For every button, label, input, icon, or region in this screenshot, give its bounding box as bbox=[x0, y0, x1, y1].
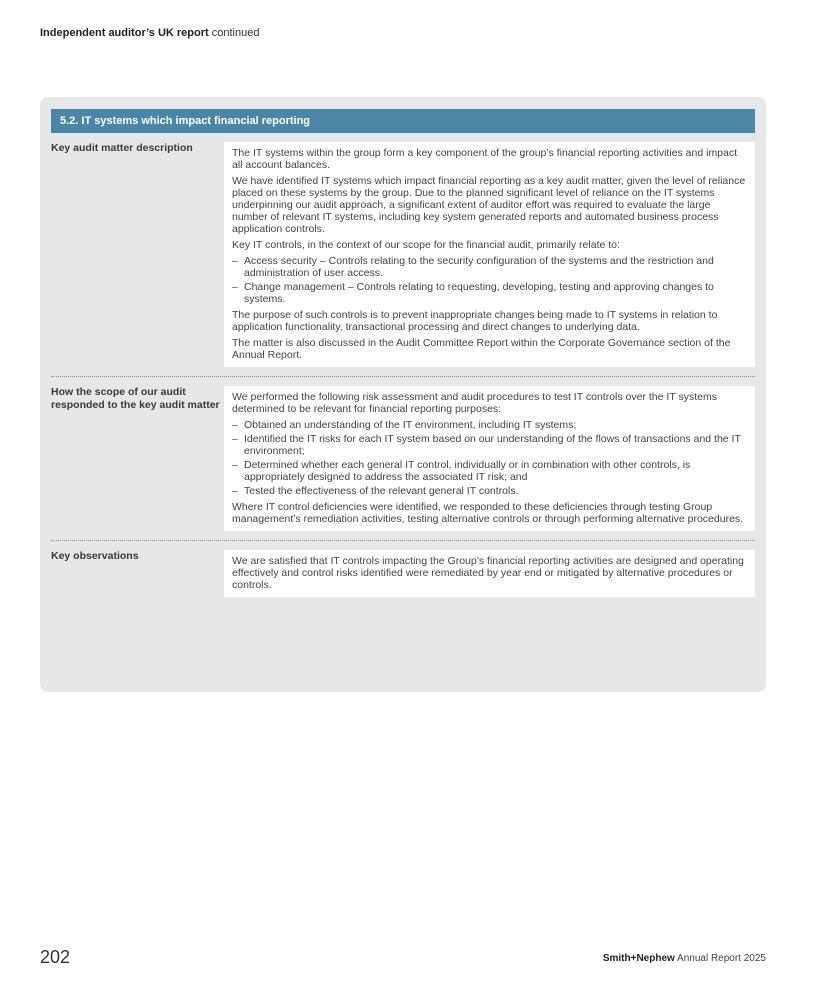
kam-row bbox=[51, 386, 755, 531]
body-paragraph: Key IT controls, in the context of our scope for the financial audit, primarily relate to: bbox=[232, 239, 620, 251]
row-label: How the scope of our audit responded to the key audit matter bbox=[51, 386, 220, 411]
body-paragraph: The purpose of such controls is to prevent inappropriate changes being made to IT systems in relation to application functionality, transactional processing and direct changes to underlying data. bbox=[232, 309, 718, 333]
row-label: Key audit matter description bbox=[51, 142, 193, 154]
body-paragraph: We are satisfied that IT controls impacting the Group’s financial reporting activities are designed and operating effectively and control risks identified were remediated by year end or mitigated by alternative procedures or controls. bbox=[232, 555, 744, 591]
footer-brand bbox=[603, 953, 766, 964]
bullet-item: – Determined whether each general IT control, individually or in combination with other controls, is appropriately designed to address the associated IT risk; and bbox=[232, 459, 747, 483]
running-header-continued: continued bbox=[211, 27, 260, 39]
bullet-item: – Access security – Controls relating to the security configuration of the systems and the restriction and administration of user access. bbox=[232, 255, 747, 279]
body-paragraph: Where IT control deficiencies were identified, we responded to these deficiencies through testing Group management’s remediation activities, testing alternative controls or through performing alternative procedures. bbox=[232, 501, 744, 525]
bullet-item: – Obtained an understanding of the IT environment, including IT systems; bbox=[232, 419, 747, 431]
row-body bbox=[224, 550, 755, 597]
brand-name: Smith+Nephew bbox=[602, 953, 675, 964]
bullet-item: – Change management – Controls relating to requesting, developing, testing and approving changes to systems. bbox=[232, 281, 747, 305]
kam-rows bbox=[51, 142, 755, 597]
body-paragraph: We have identified IT systems which impact financial reporting as a key audit matter, given the level of reliance placed on these systems by the group. Due to the planned significant level of reliance on the IT systems underpinning our audit approach, a significant extent of auditor effort was required to evaluate the large number of relevant IT systems, including key system generated reports and automated business process application controls. bbox=[232, 175, 746, 235]
section-heading: 5.2. IT systems which impact financial reporting bbox=[51, 109, 755, 133]
page-number: 202 bbox=[40, 947, 71, 967]
report-title: Annual Report 2025 bbox=[677, 953, 766, 964]
bullet-item: – Identified the IT risks for each IT system based on our understanding of the flows of transactions and the IT environment; bbox=[232, 433, 747, 457]
bullet-list bbox=[232, 419, 747, 497]
key-audit-matter-panel bbox=[40, 97, 766, 692]
row-label: Key observations bbox=[51, 550, 139, 562]
running-header bbox=[40, 27, 259, 39]
kam-row bbox=[51, 550, 755, 597]
bullet-list bbox=[232, 255, 747, 305]
body-paragraph: The IT systems within the group form a key component of the group’s financial reporting activities and impact all account balances. bbox=[232, 147, 738, 171]
running-header-title: Independent auditor’s UK report bbox=[40, 27, 209, 39]
body-paragraph: We performed the following risk assessment and audit procedures to test IT controls over the IT systems determined to be relevant for financial reporting purposes: bbox=[232, 391, 717, 415]
kam-row bbox=[51, 142, 755, 367]
body-paragraph: The matter is also discussed in the Audit Committee Report within the Corporate Governance section of the Annual Report. bbox=[232, 337, 731, 361]
row-divider bbox=[51, 540, 755, 541]
row-divider bbox=[51, 376, 755, 377]
bullet-item: – Tested the effectiveness of the relevant general IT controls. bbox=[232, 485, 747, 497]
row-body bbox=[224, 386, 755, 531]
row-body bbox=[224, 142, 755, 367]
